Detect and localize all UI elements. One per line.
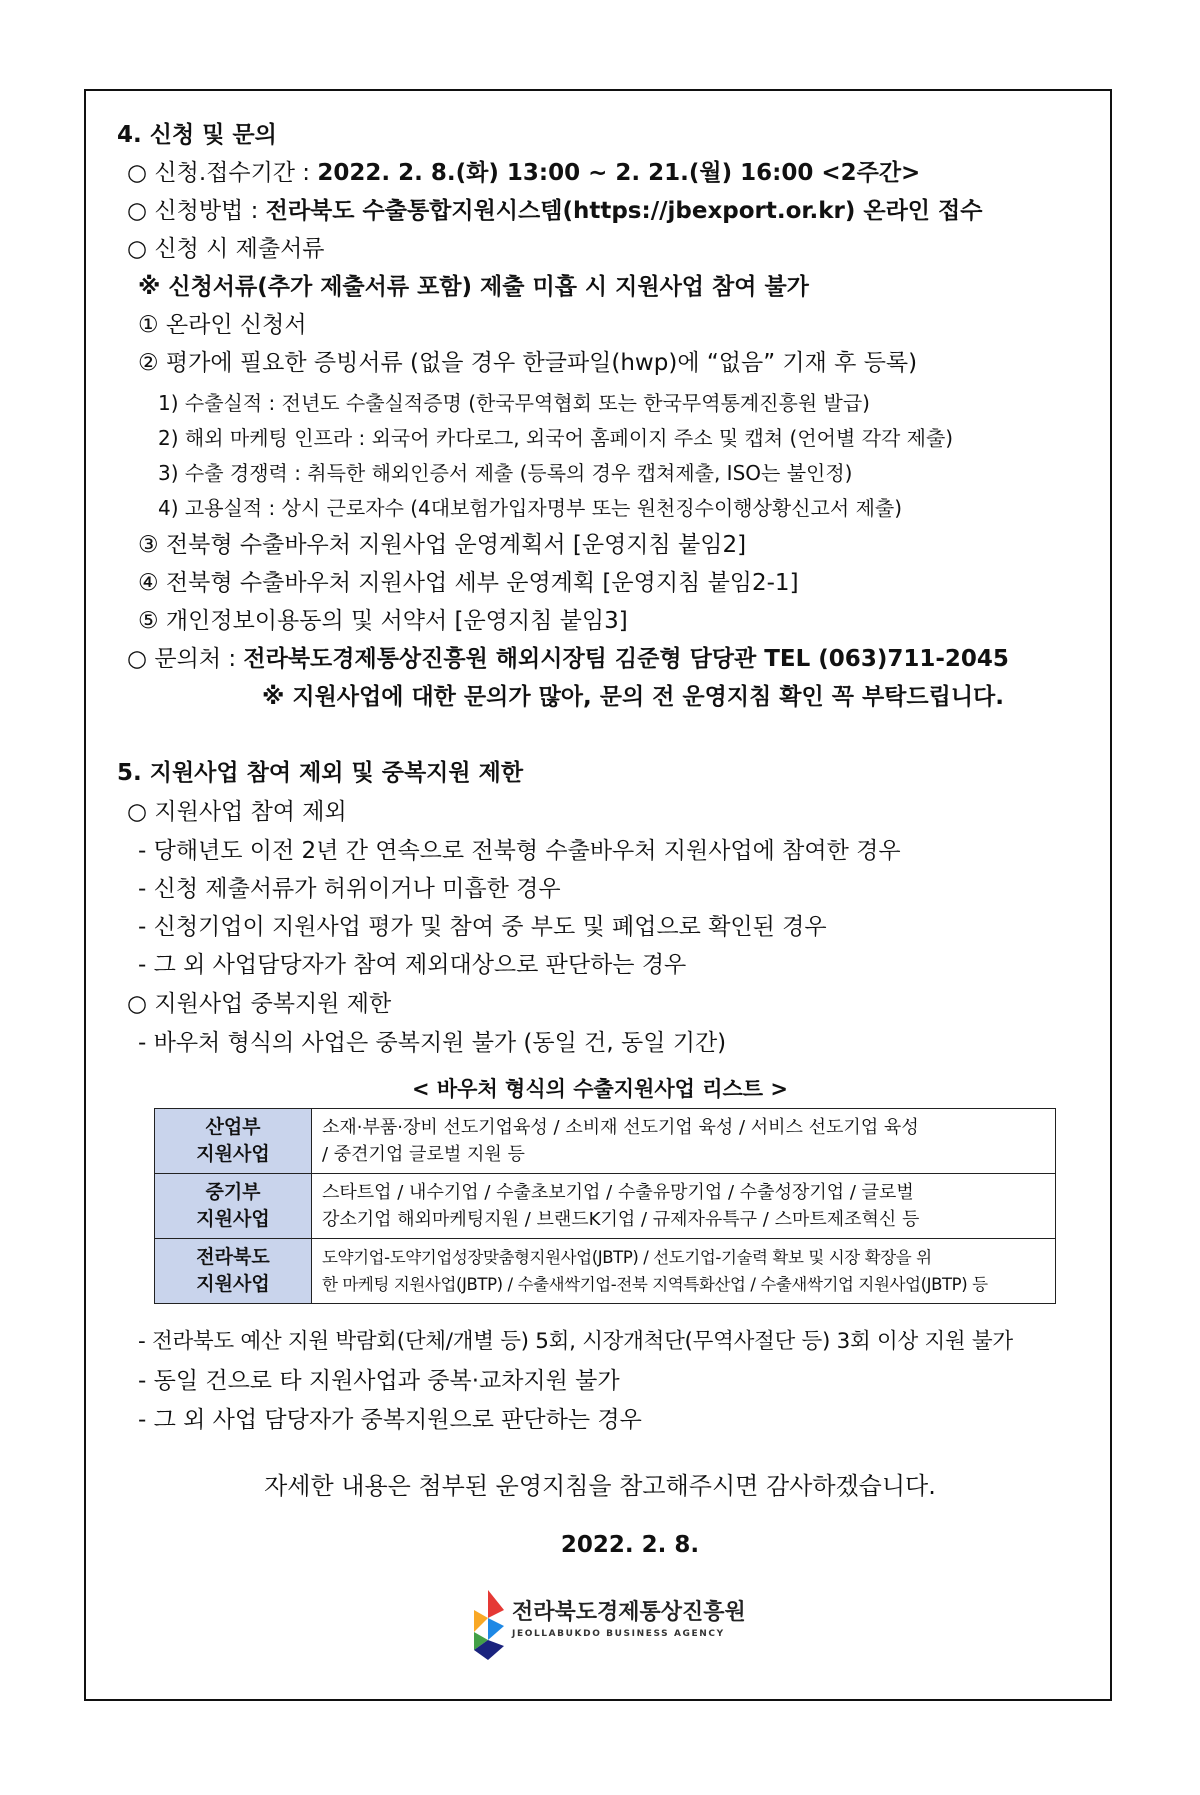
contact-label: ○ 문의처 :	[127, 646, 244, 672]
row-header	[155, 1109, 312, 1174]
exclude-item-1: - 당해년도 이전 2년 간 연속으로 전북형 수출바우처 지원사업에 참여한 경우	[138, 838, 901, 864]
voucher-program-table	[154, 1108, 1056, 1304]
agency-logo	[470, 1585, 760, 1665]
doc-item-1: ① 온라인 신청서	[138, 312, 307, 338]
section4-title: 4. 신청 및 문의	[117, 122, 277, 148]
agency-logo-icon	[470, 1588, 510, 1662]
doc-item-5: ⑤ 개인정보이용동의 및 서약서 [운영지침 붙임3]	[138, 608, 628, 634]
exclude-item-3: - 신청기업이 지원사업 평가 및 참여 중 부도 및 폐업으로 확인된 경우	[138, 914, 827, 940]
row-header-line: 중기부	[205, 1181, 261, 1203]
section5-title: 5. 지원사업 참여 제외 및 중복지원 제한	[117, 760, 524, 786]
row-content	[312, 1174, 1056, 1239]
row-content-line: / 중견기업 글로벌 지원 등	[322, 1144, 525, 1165]
docs-note: ※ 신청서류(추가 제출서류 포함) 제출 미흡 시 지원사업 참여 불가	[138, 274, 809, 300]
contact-value: 전라북도경제통상진흥원 해외시장팀 김준형 담당관 TEL (063)711-2045	[243, 646, 1009, 672]
row-header-line: 지원사업	[196, 1273, 270, 1295]
dup-item-1: - 바우처 형식의 사업은 중복지원 불가 (동일 건, 동일 기간)	[138, 1030, 727, 1056]
doc-item-2: ② 평가에 필요한 증빙서류 (없을 경우 한글파일(hwp)에 “없음” 기재 후 등록)	[138, 350, 918, 376]
row-header-line: 전라북도	[196, 1246, 270, 1268]
row-content	[312, 1239, 1056, 1304]
docs-label: ○ 신청 시 제출서류	[127, 236, 325, 262]
row-header	[155, 1239, 312, 1304]
table-caption: < 바우처 형식의 수출지원사업 리스트 >	[411, 1077, 789, 1101]
row-header	[155, 1174, 312, 1239]
doc-sub-2: 2) 해외 마케팅 인프라 : 외국어 카다로그, 외국어 홈페이지 주소 및 캡쳐 (언어별 각각 제출)	[158, 426, 954, 450]
dup-item-4: - 그 외 사업 담당자가 중복지원으로 판단하는 경우	[138, 1407, 642, 1433]
row-content-line: 도약기업-도약기업성장맞춤형지원사업(JBTP) / 선도기업-기술력 확보 및 시장 확장을 위	[322, 1248, 932, 1267]
dup-label: ○ 지원사업 중복지원 제한	[127, 991, 392, 1017]
method-value: 전라북도 수출통합지원시스템(https://jbexport.or.kr) 온라인 접수	[265, 198, 983, 224]
closing-message: 자세한 내용은 첨부된 운영지침을 참고해주시면 감사하겠습니다.	[264, 1472, 936, 1500]
exclude-label: ○ 지원사업 참여 제외	[127, 799, 347, 825]
method-line	[127, 196, 982, 226]
method-label: ○ 신청방법 :	[127, 198, 266, 224]
row-header-line: 지원사업	[196, 1143, 270, 1165]
issue-date: 2022. 2. 8.	[560, 1532, 700, 1558]
exclude-item-4: - 그 외 사업담당자가 참여 제외대상으로 판단하는 경우	[138, 952, 687, 978]
doc-sub-4: 4) 고용실적 : 상시 근로자수 (4대보험가입자명부 또는 원천징수이행상황신고서 제출)	[158, 496, 903, 520]
row-header-line: 산업부	[205, 1116, 261, 1138]
table-row	[155, 1239, 1056, 1304]
contact-line	[127, 644, 1009, 674]
doc-sub-1: 1) 수출실적 : 전년도 수출실적증명 (한국무역협회 또는 한국무역통계진흥원 발급)	[158, 391, 870, 415]
row-content-line: 한 마케팅 지원사업(JBTP) / 수출새싹기업-전북 지역특화산업 / 수출새싹기업 지원사업(JBTP) 등	[322, 1275, 988, 1294]
row-content-line: 소재·부품·장비 선도기업육성 / 소비재 선도기업 육성 / 서비스 선도기업 육성	[322, 1117, 919, 1138]
table-row	[155, 1109, 1056, 1174]
dup-item-3: - 동일 건으로 타 지원사업과 중복·교차지원 불가	[138, 1368, 620, 1394]
row-content-line: 스타트업 / 내수기업 / 수출초보기업 / 수출유망기업 / 수출성장기업 / 글로벌	[322, 1182, 914, 1203]
row-content-line: 강소기업 해외마케팅지원 / 브랜드K기업 / 규제자유특구 / 스마트제조혁신 등	[322, 1209, 920, 1230]
table-row	[155, 1174, 1056, 1239]
exclude-item-2: - 신청 제출서류가 허위이거나 미흡한 경우	[138, 876, 561, 902]
doc-item-3: ③ 전북형 수출바우처 지원사업 운영계획서 [운영지침 붙임2]	[138, 532, 747, 558]
doc-sub-3: 3) 수출 경쟁력 : 취득한 해외인증서 제출 (등록의 경우 캡쳐제출, ISO는 불인정)	[158, 461, 853, 485]
contact-note: ※ 지원사업에 대한 문의가 많아, 문의 전 운영지침 확인 꼭 부탁드립니다.	[262, 684, 1005, 710]
dup-item-2: - 전라북도 예산 지원 박람회(단체/개별 등) 5회, 시장개척단(무역사절단 등) 3회 이상 지원 불가	[138, 1329, 1013, 1354]
doc-item-4: ④ 전북형 수출바우처 지원사업 세부 운영계획 [운영지침 붙임2-1]	[138, 570, 799, 596]
period-value: 2022. 2. 8.(화) 13:00 ~ 2. 21.(월) 16:00 <2주간>	[317, 160, 921, 186]
row-content	[312, 1109, 1056, 1174]
agency-logo-subtitle: JEOLLABUKDO BUSINESS AGENCY	[512, 1629, 725, 1639]
row-header-line: 지원사업	[196, 1208, 270, 1230]
agency-logo-name: 전라북도경제통상진흥원	[512, 1600, 746, 1625]
period-label: ○ 신청.접수기간 :	[127, 160, 318, 186]
period-line	[127, 158, 920, 188]
